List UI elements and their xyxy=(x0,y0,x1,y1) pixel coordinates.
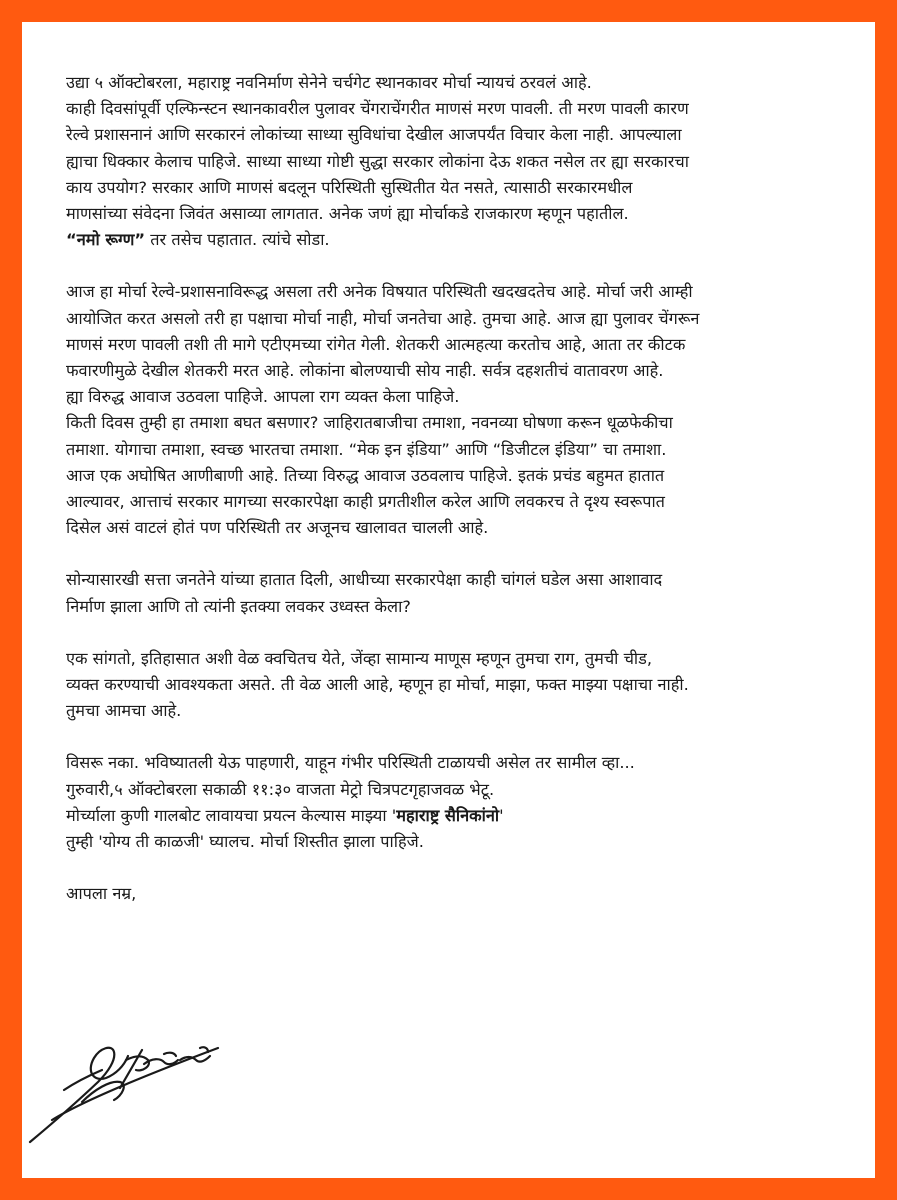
text-line: रेल्वे प्रशासनानं आणि सरकारनं लोकांच्या साध्या सुविधांचा देखील आजपर्यंत विचार केला नाही. आपल्याला xyxy=(66,125,682,145)
text-line: काही दिवसांपूर्वी एल्फिन्स्टन स्थानकावरील पुलावर चेंगराचेंगरीत माणसं मरण पावली. ती मरण पावली कारण xyxy=(66,99,689,119)
paragraph-5 xyxy=(66,750,866,855)
text-line: आयोजित करत असलो तरी हा पक्षाचा मोर्चा नाही, मोर्चा जनतेचा आहे. तुमचा आहे. आज ह्या पुलावर चेंगरून xyxy=(66,308,700,328)
text-line: तमाशा. योगाचा तमाशा, स्वच्छ भारतचा तमाशा. “मेक इन इंडिया” आणि “डिजीटल इंडिया” चा तमाशा. xyxy=(66,439,667,459)
text-line: सोन्यासारखी सत्ता जनतेने यांच्या हातात दिली, आधीच्या सरकारपेक्षा काही चांगलं घडेल असा आशावाद xyxy=(66,570,663,590)
namo-line-rest: तर तसेच पहातात. त्यांचे सोडा. xyxy=(145,230,330,250)
text-line-sainik xyxy=(66,803,866,829)
namo-line xyxy=(66,227,866,253)
text-line: तुम्ही 'योग्य ती काळजी' घ्यालच. मोर्चा शिस्तीत झाला पाहिजे. xyxy=(66,832,424,852)
text-line: माणसं मरण पावली तशी ती मागे एटीएमच्या रांगेत गेली. शेतकरी आत्महत्या करतोच आहे, आता तर कीटक xyxy=(66,334,686,354)
closing-salutation: आपला नम्र, xyxy=(66,884,137,904)
text-line: ह्या विरुद्ध आवाज उठवला पाहिजे. आपला राग व्यक्त केला पाहिजे. xyxy=(66,387,460,407)
text-line: तुमचा आमचा आहे. xyxy=(66,701,182,721)
text-line: आज एक अघोषित आणीबाणी आहे. तिच्या विरुद्ध आवाज उठवलाच पाहिजे. इतकं प्रचंड बहुमत हातात xyxy=(66,465,665,485)
maharashtra-sainik-bold: महाराष्ट्र सैनिकांनो xyxy=(396,805,500,825)
sainik-pre: मोर्च्याला कुणी गालबोट लावायचा प्रयत्न केल्यास माझ्या ' xyxy=(66,805,397,825)
namo-rugna-bold: “नमो रूग्ण” xyxy=(66,230,146,250)
text-line: विसरू नका. भविष्यातली येऊ पाहणारी, याहून गंभीर परिस्थिती टाळायची असेल तर सामील व्हा... xyxy=(66,753,635,773)
paragraph-1 xyxy=(66,70,866,253)
sainik-post: ' xyxy=(499,805,504,825)
signature-drawing xyxy=(24,1030,224,1145)
text-line: काय उपयोग? सरकार आणि माणसं बदलून परिस्थिती सुस्थितीत येत नसते, त्यासाठी सरकारमधील xyxy=(66,177,633,197)
text-line: माणसांच्या संवेदना जिवंत असाव्या लागतात. अनेक जणं ह्या मोर्चाकडे राजकारण म्हणून पहातील. xyxy=(66,204,629,224)
paragraph-3 xyxy=(66,567,866,619)
text-line: एक सांगतो, इतिहासात अशी वेळ क्वचितच येते, जेंव्हा सामान्य माणूस म्हणून तुमचा राग, तुमची चीड, xyxy=(66,648,653,668)
signature-image xyxy=(24,1030,224,1145)
text-line: फवारणीमुळे देखील शेतकरी मरत आहे. लोकांना बोलण्याची सोय नाही. सर्वत्र दहशतीचं वातावरण आहे. xyxy=(66,361,664,381)
paragraph-2 xyxy=(66,279,866,541)
text-line: गुरुवारी,५ ऑक्टोबरला सकाळी ११:३० वाजता मेट्रो चित्रपटगृहाजवळ भेटू. xyxy=(66,779,495,799)
text-line: आज हा मोर्चा रेल्वे-प्रशासनाविरूद्ध असला तरी अनेक विषयात परिस्थिती खदखदतेच आहे. मोर्चा जरी आम्ही xyxy=(66,282,693,302)
text-line: किती दिवस तुम्ही हा तमाशा बघत बसणार? जाहिरातबाजीचा तमाशा, नवनव्या घोषणा करून धूळफेकीचा xyxy=(66,413,673,433)
text-line: ह्याचा धिक्कार केलाच पाहिजे. साध्या साध्या गोष्टी सुद्धा सरकार लोकांना देऊ शकत नसेल तर ह्या सरकारचा xyxy=(66,151,689,171)
text-line: दिसेल असं वाटलं होतं पण परिस्थिती तर अजूनच खालावत चालली आहे. xyxy=(66,518,489,538)
text-line: उद्या ५ ऑक्टोबरला, महाराष्ट्र नवनिर्माण सेनेने चर्चगेट स्थानकावर मोर्चा न्यायचं ठरवलं आहे. xyxy=(66,73,592,92)
text-line: व्यक्त करण्याची आवश्यकता असते. ती वेळ आली आहे, म्हणून हा मोर्चा, माझा, फक्त माझ्या पक्षाचा नाही. xyxy=(66,675,689,695)
text-line: आल्यावर, आत्ताचं सरकार मागच्या सरकारपेक्षा काही प्रगतीशील करेल आणि लवकरच ते दृश्य स्वरूपात xyxy=(66,492,665,512)
text-line: निर्माण झाला आणि तो त्यांनी इतक्या लवकर उध्वस्त केला? xyxy=(66,596,411,616)
letter-body xyxy=(66,70,866,907)
paragraph-4 xyxy=(66,646,866,725)
